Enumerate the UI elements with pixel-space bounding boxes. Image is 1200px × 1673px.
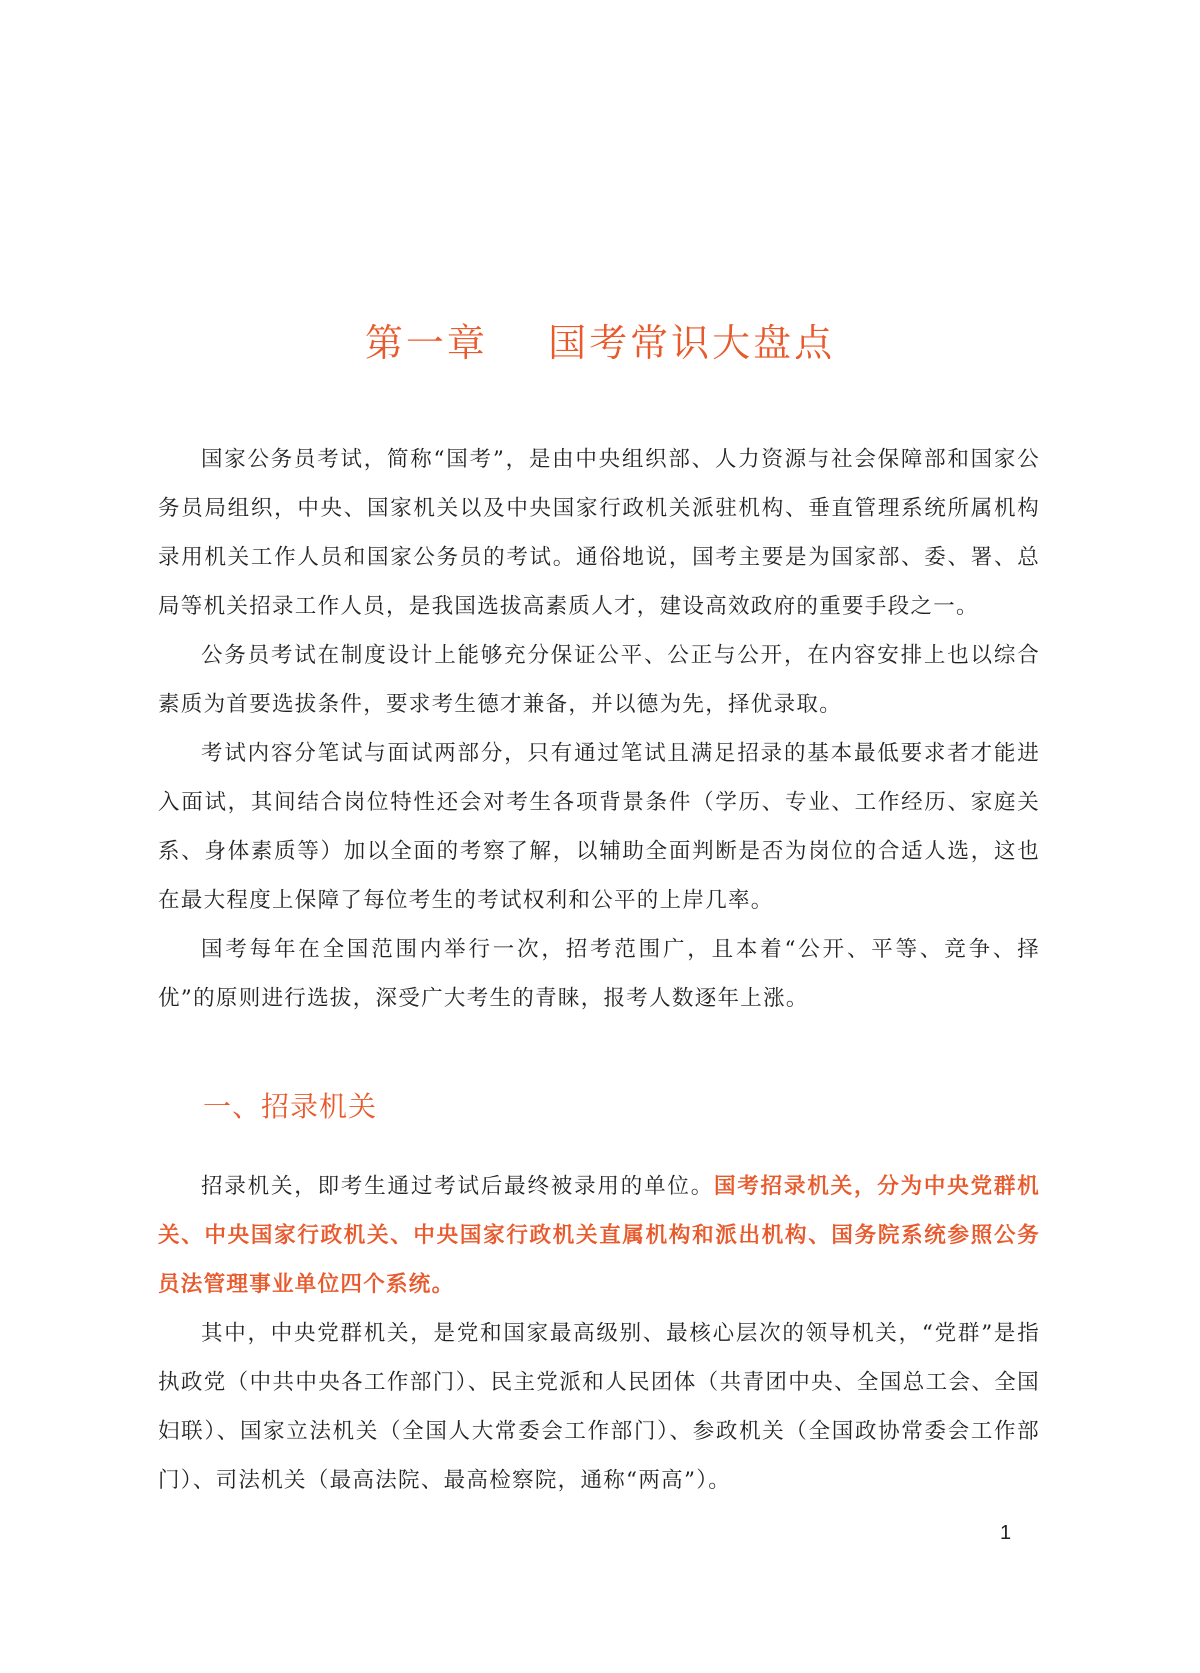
section-paragraph: 其中，中央党群机关，是党和国家最高级别、最核心层次的领导机关，“党群”是指执政党（中共中央各工作部门）、民主党派和人民团体（共青团中央、全国总工会、全国妇联）、国家立法机关（全国人大常委会工作部门）、参政机关（全国政协常委会工作部门）、司法机关（最高法院、最高检察院，通称“两高”）。 [158, 1321, 1040, 1493]
section-text-block [158, 1162, 1040, 1505]
intro-paragraph: 国考每年在全国范围内举行一次，招考范围广，且本着“公开、平等、竞争、择优”的原则进行选拔，深受广大考生的青睐，报考人数逐年上涨。 [158, 937, 1040, 1011]
intro-paragraph: 国家公务员考试，简称“国考”，是由中央组织部、人力资源与社会保障部和国家公务员局组织，中央、国家机关以及中央国家行政机关派驻机构、垂直管理系统所属机构录用机关工作人员和国家公务员的考试。通俗地说，国考主要是为国家部、委、署、总局等机关招录工作人员，是我国选拔高素质人才，建设高效政府的重要手段之一。 [158, 447, 1040, 619]
intro-paragraph: 公务员考试在制度设计上能够充分保证公平、公正与公开，在内容安排上也以综合素质为首要选拔条件，要求考生德才兼备，并以德为先，择优录取。 [158, 643, 1040, 717]
intro-text-block [158, 435, 1040, 1023]
section-paragraph-emphasis: 国考招录机关，分为中央党群机关、中央国家行政机关、中央国家行政机关直属机构和派出机构、国务院系统参照公务员法管理事业单位四个系统。 [158, 1174, 1041, 1297]
section-paragraph [158, 1162, 1040, 1309]
page-number: 1 [1000, 1522, 1012, 1544]
section-heading: 一、招录机关 [203, 1090, 378, 1123]
section-paragraph-plain: 招录机关，即考生通过考试后最终被录用的单位。 [201, 1174, 715, 1199]
intro-paragraph: 考试内容分笔试与面试两部分，只有通过笔试且满足招录的基本最低要求者才能进入面试，其间结合岗位特性还会对考生各项背景条件（学历、专业、工作经历、家庭关系、身体素质等）加以全面的考察了解，以辅助全面判断是否为岗位的合适人选，这也在最大程度上保障了每位考生的考试权利和公平的上岸几率。 [158, 741, 1040, 913]
chapter-title: 第一章 国考常识大盘点 [364, 321, 836, 365]
